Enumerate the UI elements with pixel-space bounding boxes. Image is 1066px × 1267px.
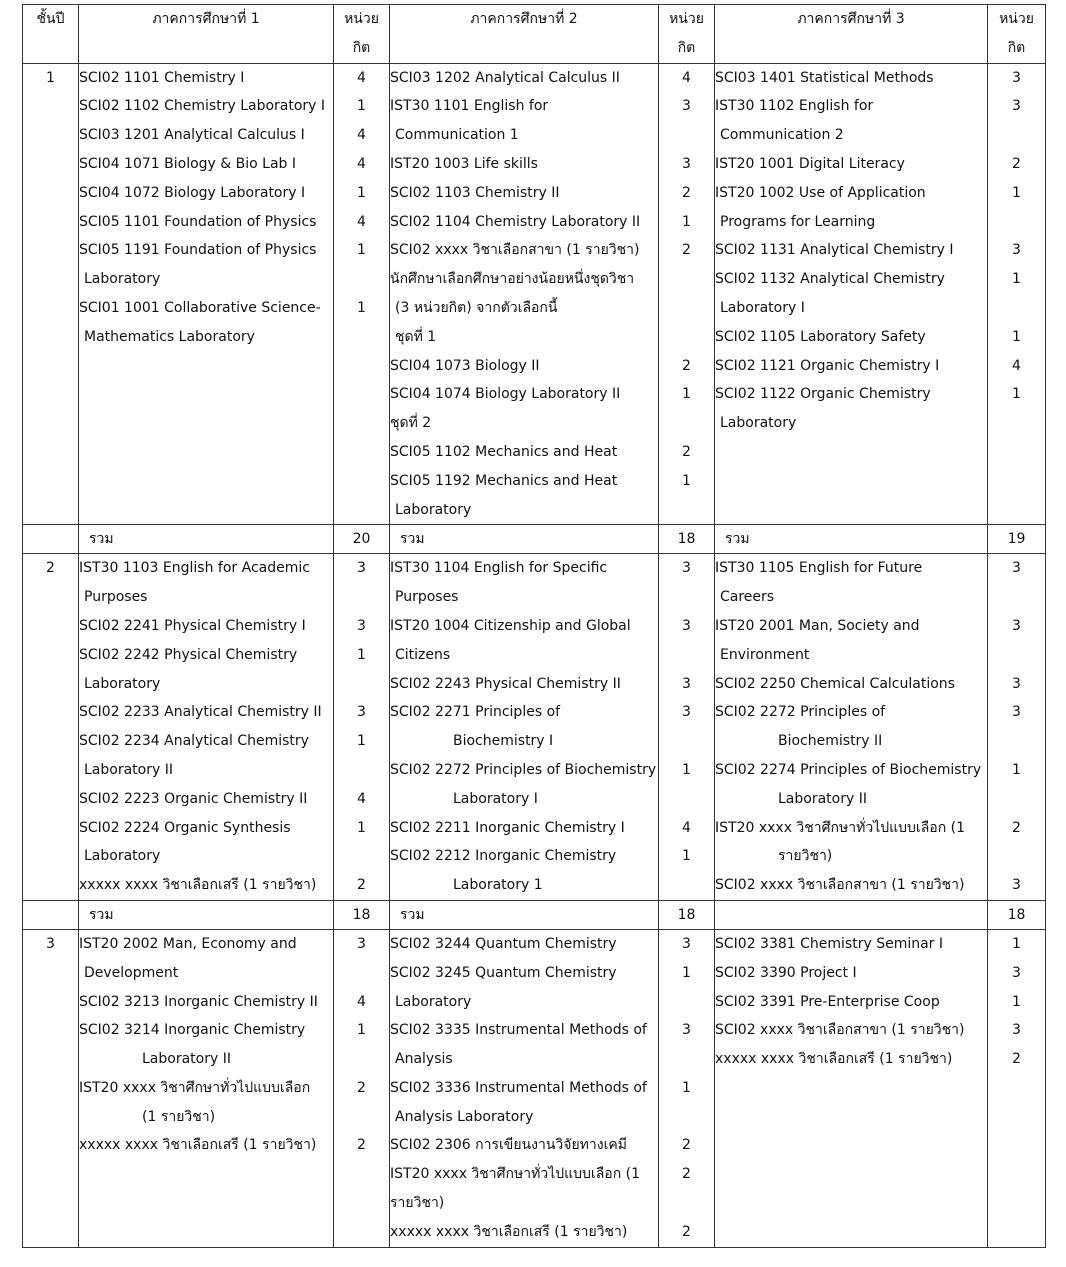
course-name: SCI02 3381 Chemistry Seminar I <box>715 935 944 952</box>
course-credit: 3 <box>1012 704 1021 721</box>
course-name: SCI04 1071 Biology & Bio Lab I <box>79 155 296 172</box>
course-credit: 3 <box>1012 69 1021 86</box>
course-name: IST30 1102 English for <box>715 98 874 115</box>
course-name: IST20 1004 Citizenship and Global <box>390 617 631 634</box>
course-credit: 1 <box>682 964 691 981</box>
course-credit: 4 <box>682 819 691 836</box>
course-name: SCI02 2211 Inorganic Chemistry I <box>390 819 625 836</box>
course-name: SCI04 1072 Biology Laboratory I <box>79 184 306 201</box>
term3-header: ภาคการศึกษาที่ 3 <box>715 5 988 64</box>
course-credit: 1 <box>1012 935 1021 952</box>
credit-spacer <box>659 294 714 323</box>
total-credits: 18 <box>988 900 1046 929</box>
course-name: SCI02 1121 Organic Chemistry I <box>715 357 940 374</box>
header-row <box>23 5 1046 64</box>
course-name: SCI02 2272 Principles of <box>715 704 886 721</box>
total-label <box>715 900 988 929</box>
course-name-continued: (1 รายวิชา) <box>142 1108 216 1125</box>
credit-spacer <box>659 641 714 670</box>
course-credit: 3 <box>682 155 691 172</box>
curriculum-table <box>22 4 1046 1248</box>
credit-spacer <box>659 1045 714 1074</box>
year-row <box>23 554 1046 901</box>
course-name: SCI05 1102 Mechanics and Heat <box>390 443 618 460</box>
course-credit: 3 <box>682 560 691 577</box>
course-credit: 1 <box>357 819 366 836</box>
course-credit: 3 <box>1012 98 1021 115</box>
course-credit: 3 <box>682 675 691 692</box>
year-row <box>23 63 1046 525</box>
credit-spacer <box>659 583 714 612</box>
term2-courses-cell <box>390 63 659 525</box>
course-name-continued: Purposes <box>395 589 459 606</box>
course-name: ชุดที่ 2 <box>390 415 432 432</box>
course-name: SCI02 3213 Inorganic Chemistry II <box>79 993 318 1010</box>
total-credits: 18 <box>659 525 715 554</box>
course-name: SCI02 3245 Quantum Chemistry <box>390 964 617 981</box>
year-row <box>23 929 1046 1247</box>
course-name-continued: Purposes <box>84 589 148 606</box>
course-name-continued: Laboratory <box>84 848 161 865</box>
course-name-continued: Careers <box>720 589 775 606</box>
course-credit <box>659 409 714 438</box>
course-name: SCI02 2250 Chemical Calculations <box>715 675 955 692</box>
course-credit: 1 <box>357 1022 366 1039</box>
course-name: SCI02 3244 Quantum Chemistry <box>390 935 617 952</box>
term3-credits-cell <box>988 554 1046 901</box>
course-name: SCI02 2243 Physical Chemistry II <box>390 675 621 692</box>
course-name: IST20 xxxx วิชาศึกษาทั่วไปแบบเลือก <box>79 1079 311 1096</box>
term1-header: ภาคการศึกษาที่ 1 <box>79 5 334 64</box>
course-credit: 3 <box>1012 560 1021 577</box>
course-credit: 3 <box>682 98 691 115</box>
course-credit: 3 <box>682 617 691 634</box>
total-label: รวม <box>715 525 988 554</box>
course-name-continued: Laboratory <box>395 501 472 518</box>
course-name: SCI02 1131 Analytical Chemistry I <box>715 242 954 259</box>
course-credit: 4 <box>1012 357 1021 374</box>
term2-credits-cell <box>659 929 715 1247</box>
course-name-continued: Laboratory I <box>453 790 538 807</box>
course-credit: 3 <box>682 1022 691 1039</box>
course-name: SCI02 2212 Inorganic Chemistry <box>390 848 617 865</box>
course-credit: 3 <box>357 560 366 577</box>
total-year-empty <box>23 525 79 554</box>
course-credit: 4 <box>357 69 366 86</box>
total-label: รวม <box>79 900 334 929</box>
course-credit: 1 <box>682 761 691 778</box>
course-name: SCI02 2271 Principles of <box>390 704 561 721</box>
course-name: xxxxx xxxx วิชาเลือกเสรี (1 รายวิชา) <box>79 1137 317 1154</box>
course-name: SCI02 2272 Principles of Biochemistry <box>390 761 657 778</box>
course-name: IST20 1001 Digital Literacy <box>715 155 905 172</box>
credit-spacer <box>334 959 389 988</box>
course-credit: 3 <box>1012 877 1021 894</box>
term3-credits-cell <box>988 929 1046 1247</box>
course-name: IST20 2001 Man, Society and <box>715 617 920 634</box>
total-credits: 19 <box>988 525 1046 554</box>
term1-credits-cell <box>334 63 390 525</box>
total-credits: 18 <box>659 900 715 929</box>
credit-spacer <box>334 323 389 352</box>
course-credit: 3 <box>357 704 366 721</box>
course-credit: 2 <box>1012 155 1021 172</box>
course-name-continued: (3 หน่วยกิต) จากตัวเลือกนี้ <box>395 299 558 316</box>
course-name: SCI03 1202 Analytical Calculus II <box>390 69 620 86</box>
term1-credits-cell <box>334 554 390 901</box>
course-name: SCI02 3391 Pre-Enterprise Coop <box>715 993 940 1010</box>
course-credit: 3 <box>357 617 366 634</box>
course-name: SCI02 2233 Analytical Chemistry II <box>79 704 322 721</box>
course-name: IST20 2002 Man, Economy and <box>79 935 297 952</box>
course-name: SCI05 1192 Mechanics and Heat <box>390 472 618 489</box>
term1-courses-cell <box>79 929 334 1247</box>
credit-spacer <box>988 583 1045 612</box>
course-name: SCI04 1073 Biology II <box>390 357 540 374</box>
credit3-header: หน่วย กิต <box>988 5 1046 64</box>
course-credit: 4 <box>357 127 366 144</box>
credit-spacer <box>659 871 714 900</box>
course-name: SCI02 1101 Chemistry I <box>79 69 245 86</box>
course-credit: 1 <box>357 299 366 316</box>
term3-courses-cell <box>715 63 988 525</box>
course-name: SCI02 1102 Chemistry Laboratory I <box>79 98 326 115</box>
credit-spacer <box>334 583 389 612</box>
course-credit: 1 <box>682 1079 691 1096</box>
credit-spacer <box>659 1189 714 1218</box>
credit-spacer <box>334 842 389 871</box>
course-credit: 1 <box>682 386 691 403</box>
course-name: SCI01 1001 Collaborative Science- <box>79 299 321 316</box>
course-name: SCI02 2242 Physical Chemistry <box>79 646 298 663</box>
course-name: SCI02 1104 Chemistry Laboratory II <box>390 213 641 230</box>
course-name: xxxxx xxxx วิชาเลือกเสรี (1 รายวิชา) <box>715 1051 953 1068</box>
course-name: SCI02 2223 Organic Chemistry II <box>79 790 308 807</box>
course-name-continued: Laboratory <box>84 271 161 288</box>
course-name: SCI02 1105 Laboratory Safety <box>715 328 926 345</box>
course-credit: 1 <box>1012 271 1021 288</box>
course-name: SCI03 1401 Statistical Methods <box>715 69 934 86</box>
course-name: xxxxx xxxx วิชาเลือกเสรี (1 รายวิชา) <box>390 1223 628 1240</box>
term1-courses-cell <box>79 63 334 525</box>
credit-spacer <box>334 756 389 785</box>
course-credit: 2 <box>682 443 691 460</box>
term3-courses-cell <box>715 929 988 1247</box>
course-name-continued: Laboratory <box>84 675 161 692</box>
course-credit: 2 <box>357 1137 366 1154</box>
course-name-continued: Laboratory 1 <box>453 877 543 894</box>
course-name: SCI02 3335 Instrumental Methods of <box>390 1022 647 1039</box>
course-name-continued: Biochemistry I <box>453 733 554 750</box>
course-credit: 1 <box>1012 328 1021 345</box>
course-name: SCI02 1103 Chemistry II <box>390 184 560 201</box>
course-credit: 3 <box>682 704 691 721</box>
total-label: รวม <box>79 525 334 554</box>
total-label: รวม <box>390 525 659 554</box>
year-number: 2 <box>23 554 79 901</box>
course-name-continued: Mathematics Laboratory <box>84 328 255 345</box>
term1-credits-cell <box>334 929 390 1247</box>
course-name: SCI02 3336 Instrumental Methods of <box>390 1079 647 1096</box>
credit-spacer <box>659 496 714 525</box>
course-name-continued: Laboratory <box>395 993 472 1010</box>
course-name: SCI04 1074 Biology Laboratory II <box>390 386 621 403</box>
course-name-continued: Analysis Laboratory <box>395 1108 534 1125</box>
course-credit: 1 <box>1012 184 1021 201</box>
course-credit: 1 <box>1012 386 1021 403</box>
course-credit: 1 <box>1012 993 1021 1010</box>
course-credit <box>659 265 714 294</box>
course-name-continued: Communication 2 <box>720 127 844 144</box>
course-credit: 4 <box>357 213 366 230</box>
course-name: SCI02 2306 การเขียนงานวิจัยทางเคมี <box>390 1137 627 1154</box>
term2-courses-cell <box>390 554 659 901</box>
course-credit: 3 <box>357 935 366 952</box>
course-credit: 1 <box>357 242 366 259</box>
total-credits: 20 <box>334 525 390 554</box>
course-name-continued: Programs for Learning <box>720 213 876 230</box>
course-name-continued: Laboratory II <box>84 761 173 778</box>
year-number: 1 <box>23 63 79 525</box>
course-credit: 1 <box>357 98 366 115</box>
course-credit: 2 <box>1012 819 1021 836</box>
course-name-continued: Development <box>84 964 179 981</box>
term2-courses-cell <box>390 929 659 1247</box>
course-credit: 4 <box>357 993 366 1010</box>
year-number: 3 <box>23 929 79 1247</box>
course-name: xxxxx xxxx วิชาเลือกเสรี (1 รายวิชา) <box>79 877 317 894</box>
course-name: IST20 xxxx วิชาศึกษาทั่วไปแบบเลือก (1 <box>390 1166 640 1183</box>
credit-spacer <box>988 208 1045 237</box>
course-name: SCI02 xxxx วิชาเลือกสาขา (1 รายวิชา) <box>390 242 640 259</box>
course-name-continued: Laboratory I <box>720 299 805 316</box>
credit-spacer <box>988 121 1045 150</box>
course-name-continued: ชุดที่ 1 <box>395 328 437 345</box>
total-label: รวม <box>390 900 659 929</box>
course-name: SCI02 xxxx วิชาเลือกสาขา (1 รายวิชา) <box>715 877 965 894</box>
credit-spacer <box>659 323 714 352</box>
course-name: SCI02 1132 Analytical Chemistry <box>715 271 945 288</box>
term3-credits-cell <box>988 63 1046 525</box>
total-row <box>23 900 1046 929</box>
course-name-continued: รายวิชา) <box>390 1195 445 1212</box>
course-name-continued: Environment <box>720 646 810 663</box>
credit-spacer <box>334 670 389 699</box>
credit-spacer <box>659 727 714 756</box>
course-name: SCI05 1101 Foundation of Physics <box>79 213 317 230</box>
course-credit: 2 <box>682 1137 691 1154</box>
course-name: SCI03 1201 Analytical Calculus I <box>79 127 305 144</box>
credit-spacer <box>659 121 714 150</box>
term2-header: ภาคการศึกษาที่ 2 <box>390 5 659 64</box>
course-credit: 2 <box>682 1166 691 1183</box>
course-credit: 3 <box>1012 675 1021 692</box>
course-credit: 3 <box>1012 964 1021 981</box>
course-credit: 4 <box>357 155 366 172</box>
term1-courses-cell <box>79 554 334 901</box>
course-credit: 4 <box>357 790 366 807</box>
course-credit: 1 <box>357 184 366 201</box>
course-name: SCI02 2234 Analytical Chemistry <box>79 733 309 750</box>
course-credit: 2 <box>357 877 366 894</box>
course-credit: 2 <box>1012 1051 1021 1068</box>
course-name: IST30 1105 English for Future <box>715 560 923 577</box>
term2-credits-cell <box>659 63 715 525</box>
term3-courses-cell <box>715 554 988 901</box>
credit-spacer <box>988 641 1045 670</box>
course-name-continued: Laboratory II <box>778 790 867 807</box>
course-name: SCI02 2224 Organic Synthesis <box>79 819 291 836</box>
course-name-continued: Communication 1 <box>395 127 519 144</box>
course-name: SCI02 3214 Inorganic Chemistry <box>79 1022 306 1039</box>
course-name: นักศึกษาเลือกศึกษาอย่างน้อยหนึ่งชุดวิชา <box>390 271 635 288</box>
course-name: IST20 1003 Life skills <box>390 155 538 172</box>
course-name-continued: Citizens <box>395 646 451 663</box>
course-name: SCI02 xxxx วิชาเลือกสาขา (1 รายวิชา) <box>715 1022 965 1039</box>
course-name: SCI02 2274 Principles of Biochemistry <box>715 761 982 778</box>
credit-spacer <box>334 1103 389 1132</box>
course-credit: 2 <box>682 357 691 374</box>
course-name: SCI02 3390 Project I <box>715 964 857 981</box>
course-credit: 3 <box>1012 242 1021 259</box>
course-credit: 2 <box>682 184 691 201</box>
credit-spacer <box>659 988 714 1017</box>
course-credit: 3 <box>1012 1022 1021 1039</box>
credit-spacer <box>988 294 1045 323</box>
course-name-continued: Laboratory II <box>142 1051 231 1068</box>
course-credit: 4 <box>682 69 691 86</box>
credit-spacer <box>988 842 1045 871</box>
course-name-continued: Analysis <box>395 1051 453 1068</box>
course-name-continued: Biochemistry II <box>778 733 883 750</box>
credit-spacer <box>334 1045 389 1074</box>
course-credit: 1 <box>682 472 691 489</box>
course-credit: 2 <box>682 242 691 259</box>
course-credit: 1 <box>682 213 691 230</box>
course-credit: 3 <box>682 935 691 952</box>
year-header: ชั้นปี <box>23 5 79 64</box>
course-name: IST30 1104 English for Specific <box>390 560 608 577</box>
course-credit: 1 <box>357 733 366 750</box>
course-credit: 3 <box>1012 617 1021 634</box>
course-credit: 1 <box>357 646 366 663</box>
course-name: SCI02 1122 Organic Chemistry <box>715 386 931 403</box>
credit-spacer <box>659 785 714 814</box>
credit-spacer <box>988 409 1045 438</box>
course-name: IST30 1103 English for Academic <box>79 560 310 577</box>
course-name: SCI05 1191 Foundation of Physics <box>79 242 317 259</box>
credit-spacer <box>659 1103 714 1132</box>
credit-spacer <box>334 265 389 294</box>
course-name: IST30 1101 English for <box>390 98 549 115</box>
total-row <box>23 525 1046 554</box>
course-name: IST20 xxxx วิชาศึกษาทั่วไปแบบเลือก (1 <box>715 819 965 836</box>
total-credits: 18 <box>334 900 390 929</box>
credit1-header: หน่วย กิต <box>334 5 390 64</box>
credit-spacer <box>988 785 1045 814</box>
total-year-empty <box>23 900 79 929</box>
credit2-header: หน่วย กิต <box>659 5 715 64</box>
course-name: SCI02 2241 Physical Chemistry I <box>79 617 306 634</box>
course-credit: 1 <box>1012 761 1021 778</box>
term2-credits-cell <box>659 554 715 901</box>
course-credit: 1 <box>682 848 691 865</box>
course-name-continued: Laboratory <box>720 415 797 432</box>
course-name-continued: รายวิชา) <box>778 848 833 865</box>
credit-spacer <box>988 727 1045 756</box>
course-credit: 2 <box>682 1223 691 1240</box>
course-credit: 2 <box>357 1079 366 1096</box>
course-name: IST20 1002 Use of Application <box>715 184 926 201</box>
